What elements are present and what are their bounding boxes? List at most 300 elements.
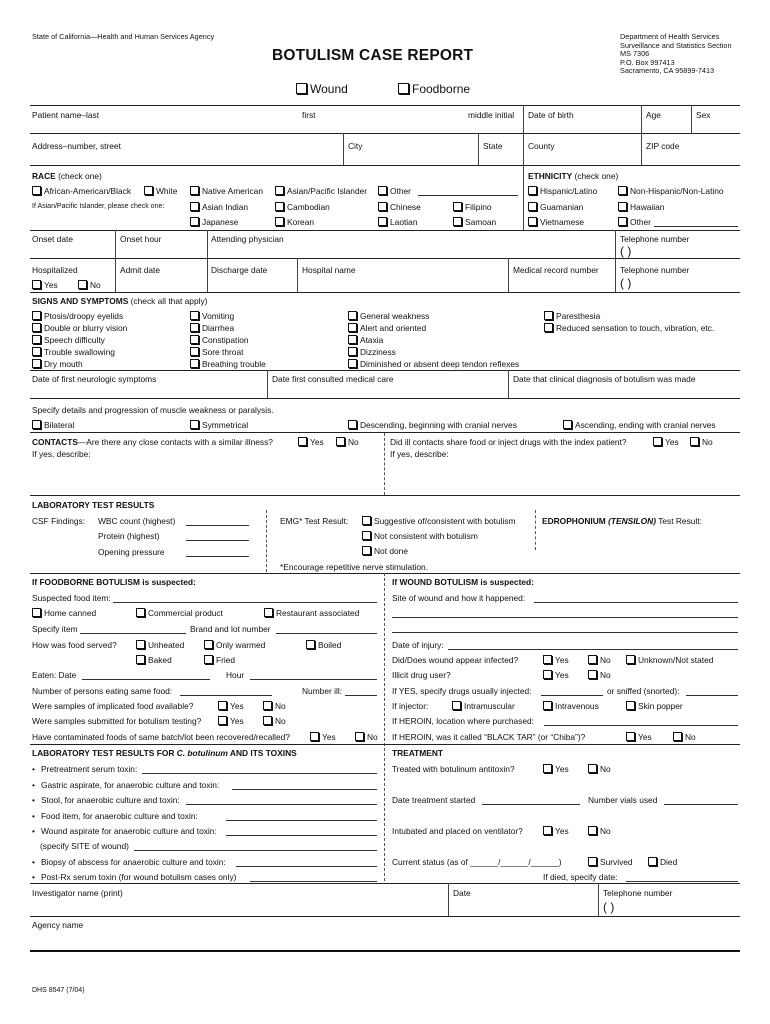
shared-yes[interactable] [653, 437, 679, 447]
age-field[interactable]: Age [646, 110, 661, 120]
checkbox[interactable] [348, 359, 357, 368]
case-type-foodborne[interactable] [398, 82, 470, 96]
weakness-option[interactable] [32, 420, 74, 430]
option-label: Dizziness [360, 347, 396, 357]
checkbox[interactable] [588, 826, 597, 835]
status-survived[interactable] [588, 857, 633, 867]
checkbox[interactable] [690, 437, 699, 446]
injector-option[interactable] [626, 701, 683, 711]
checkbox[interactable] [32, 280, 41, 289]
checkbox[interactable] [190, 217, 199, 226]
infected-unknown[interactable] [626, 655, 713, 665]
checkbox[interactable] [453, 202, 462, 211]
checkbox[interactable] [626, 701, 635, 710]
fill-line[interactable] [418, 195, 518, 196]
edro-label: EDROPHONIUM [542, 516, 606, 526]
race-option[interactable] [144, 186, 177, 196]
option-label: No [367, 732, 378, 742]
symptom-option[interactable] [348, 311, 429, 321]
api-option[interactable] [378, 202, 421, 212]
first-neuro-symptoms-field[interactable]: Date of first neurologic symptoms [32, 374, 157, 384]
option-label: Diminished or absent deep tendon reflexes [360, 359, 520, 369]
divider [207, 258, 208, 292]
injury-date-field[interactable] [448, 649, 738, 650]
patient-last-name-field[interactable]: Patient name–last [32, 110, 100, 120]
checkbox[interactable] [190, 202, 199, 211]
checkbox[interactable] [618, 186, 627, 195]
shared-describe-field[interactable]: If yes, describe: [390, 449, 449, 459]
lab-heading: LABORATORY TEST RESULTS [32, 500, 155, 510]
checkbox[interactable] [136, 640, 145, 649]
option-label: Dry mouth [44, 359, 83, 369]
checkbox[interactable] [32, 347, 41, 356]
checkbox[interactable] [190, 311, 199, 320]
served-option[interactable] [136, 655, 172, 665]
api-option[interactable] [190, 202, 248, 212]
ethnicity-label: ETHNICITY [528, 171, 573, 181]
checkbox[interactable] [218, 716, 227, 725]
first-medical-care-field[interactable]: Date first consulted medical care [272, 374, 394, 384]
ethnicity-option[interactable] [618, 217, 651, 227]
option-label: Chinese [390, 202, 421, 212]
toxin-test-field[interactable] [226, 835, 377, 836]
black-tar-yes[interactable] [626, 732, 652, 742]
hospital-telephone-field[interactable]: ( ) [620, 276, 632, 290]
symptom-option[interactable] [348, 347, 396, 357]
infected-no[interactable] [588, 655, 611, 665]
wound-site-field-3[interactable] [392, 632, 738, 633]
toxin-test-field[interactable] [250, 881, 377, 882]
ethnicity-option[interactable] [528, 186, 597, 196]
checkbox[interactable] [306, 640, 315, 649]
option-label: No [275, 701, 286, 711]
intubated-no[interactable] [588, 826, 611, 836]
status-died[interactable] [648, 857, 677, 867]
race-option[interactable] [32, 186, 131, 196]
option-label: Skin popper [638, 701, 683, 711]
date-of-birth-field[interactable]: Date of birth [528, 110, 574, 120]
checkbox[interactable] [32, 335, 41, 344]
suspected-food-field[interactable] [113, 602, 377, 603]
option-label: Unheated [148, 640, 185, 650]
option-label: Vietnamese [540, 217, 585, 227]
ethnicity-option[interactable] [528, 217, 584, 227]
checkbox[interactable] [310, 732, 319, 741]
checkbox[interactable] [136, 655, 145, 664]
zip-field[interactable]: ZIP code [646, 141, 680, 151]
injector-label: If injector: [392, 701, 429, 711]
protein-label: Protein (highest) [98, 531, 160, 541]
symptom-option[interactable] [190, 335, 249, 345]
contacts-no[interactable] [336, 437, 359, 447]
divider [691, 105, 692, 133]
attending-physician-field[interactable]: Attending physician [211, 234, 284, 244]
checkbox[interactable] [190, 420, 199, 429]
black-tar-label: If HEROIN, was it called “BLACK TAR” (or “Chiba”)? [392, 732, 586, 742]
checkbox[interactable] [626, 732, 635, 741]
dept-line: Department of Health Services [620, 32, 720, 41]
intubated-label: Intubated and placed on ventilator? [392, 826, 523, 836]
weakness-option[interactable] [348, 420, 517, 430]
wound-heading: If WOUND BOTULISM is suspected: [392, 577, 534, 587]
divider [508, 370, 509, 398]
dept-line: P.O. Box 997413 [620, 57, 675, 67]
samples-no[interactable] [263, 701, 286, 711]
checkbox[interactable] [218, 701, 227, 710]
toxin-test-field[interactable] [236, 866, 377, 867]
shared-food-question: Did ill contacts share food or inject drugs with the index patient? [390, 437, 627, 447]
symptom-option[interactable] [32, 323, 127, 333]
symptom-option[interactable] [190, 323, 234, 333]
checkbox[interactable] [348, 311, 357, 320]
checkbox[interactable] [648, 857, 657, 866]
checkbox[interactable] [543, 764, 552, 773]
food-source-option[interactable] [136, 608, 223, 618]
checkbox[interactable] [398, 83, 409, 94]
checkbox[interactable] [588, 764, 597, 773]
checkbox[interactable] [190, 323, 199, 332]
option-label: Yes [322, 732, 336, 742]
checkbox[interactable] [32, 359, 41, 368]
number-ill-label: Number ill: [302, 686, 343, 696]
ethnicity-heading [528, 171, 618, 181]
option-label: Hawaiian [630, 202, 665, 212]
checkbox[interactable] [348, 323, 357, 332]
checkbox[interactable] [190, 347, 199, 356]
submitted-no[interactable] [263, 716, 286, 726]
submitted-yes[interactable] [218, 716, 244, 726]
investigator-date-field[interactable]: Date [453, 888, 471, 898]
checkbox[interactable] [32, 420, 41, 429]
served-option[interactable] [306, 640, 341, 650]
hospitalized-yes[interactable] [32, 280, 58, 290]
died-date-field[interactable] [626, 881, 738, 882]
checkbox[interactable] [378, 202, 387, 211]
checkbox[interactable] [136, 608, 145, 617]
contaminated-no[interactable] [355, 732, 378, 742]
checkbox[interactable] [263, 701, 272, 710]
option-label: Laotian [390, 217, 418, 227]
checkbox[interactable] [348, 335, 357, 344]
toxin-test-label: • Gastric aspirate, for anaerobic culture and toxin: [32, 780, 219, 790]
checkbox[interactable] [618, 202, 627, 211]
emg-note: *Encourage repetitive nerve stimulation. [280, 562, 429, 572]
symptom-option[interactable] [348, 335, 383, 345]
checkbox[interactable] [190, 359, 199, 368]
address-field[interactable]: Address–number, street [32, 141, 121, 151]
rule [30, 165, 740, 166]
infected-yes[interactable] [543, 655, 569, 665]
served-option[interactable] [204, 640, 265, 650]
rule [30, 916, 740, 917]
symptom-option[interactable] [32, 347, 115, 357]
discharge-date-field[interactable]: Discharge date [211, 265, 268, 275]
brand-lot-label: Brand and lot number [190, 624, 271, 634]
food-source-option[interactable] [264, 608, 359, 618]
checkbox[interactable] [543, 701, 552, 710]
contacts-yes[interactable] [298, 437, 324, 447]
checkbox[interactable] [348, 420, 357, 429]
injector-option[interactable] [452, 701, 515, 711]
checkbox[interactable] [543, 655, 552, 664]
checkbox[interactable] [296, 83, 307, 94]
wound-site-specify-field[interactable] [134, 850, 377, 851]
option-label: Survived [600, 857, 633, 867]
rule [30, 230, 740, 231]
specify-item-field[interactable] [80, 633, 186, 634]
shared-no[interactable] [690, 437, 713, 447]
contaminated-yes[interactable] [310, 732, 336, 742]
option-label: Yes [555, 826, 569, 836]
illicit-yes[interactable] [543, 670, 569, 680]
checkbox[interactable] [543, 826, 552, 835]
checkbox[interactable] [362, 546, 371, 555]
toxin-test-field[interactable] [226, 820, 377, 821]
option-label: Asian/Pacific Islander [287, 186, 368, 196]
symptom-option[interactable] [544, 323, 714, 333]
clinical-diagnosis-date-field[interactable]: Date that clinical diagnosis of botulism was made [513, 374, 696, 384]
toxin-test-field[interactable] [142, 773, 377, 774]
checkbox[interactable] [190, 186, 199, 195]
option-label: Unknown/Not stated [638, 655, 714, 665]
option-label: Yes [44, 280, 58, 290]
vials-field[interactable] [664, 804, 738, 805]
option-label: Sore throat [202, 347, 244, 357]
symptom-option[interactable] [348, 323, 426, 333]
admit-date-field[interactable]: Admit date [120, 265, 161, 275]
fill-line[interactable] [654, 226, 738, 227]
checkbox[interactable] [528, 202, 537, 211]
sex-field[interactable]: Sex [696, 110, 711, 120]
checkbox[interactable] [275, 202, 284, 211]
wound-site-label: Site of wound and how it happened: [392, 593, 526, 603]
treatment-heading: TREATMENT [392, 748, 444, 758]
option-label: No [600, 764, 611, 774]
checkbox[interactable] [204, 640, 213, 649]
checkbox[interactable] [543, 670, 552, 679]
emg-option[interactable] [362, 546, 408, 556]
ethnicity-option[interactable] [528, 202, 583, 212]
api-option[interactable] [275, 217, 314, 227]
symptom-option[interactable] [32, 311, 123, 321]
intubated-yes[interactable] [543, 826, 569, 836]
checkbox[interactable] [32, 608, 41, 617]
illicit-no[interactable] [588, 670, 611, 680]
divider [523, 105, 524, 133]
checkbox[interactable] [588, 670, 597, 679]
option-label: Restaurant associated [276, 608, 360, 618]
county-field[interactable]: County [528, 141, 555, 151]
option-label: Fried [216, 655, 236, 665]
checkbox[interactable] [263, 716, 272, 725]
api-option[interactable] [378, 217, 417, 227]
symptom-option[interactable] [544, 311, 600, 321]
option-label: White [156, 186, 178, 196]
ethnicity-option[interactable] [618, 186, 724, 196]
api-option[interactable] [275, 202, 330, 212]
checkbox[interactable] [528, 217, 537, 226]
race-option[interactable] [378, 186, 411, 196]
city-field[interactable]: City [348, 141, 363, 151]
api-option[interactable] [453, 202, 492, 212]
onset-hour-field[interactable]: Onset hour [120, 234, 162, 244]
toxin-test-field[interactable] [232, 789, 377, 790]
symptom-option[interactable] [190, 311, 234, 321]
symptom-option[interactable] [190, 347, 243, 357]
checkbox[interactable] [378, 217, 387, 226]
option-label: Yes [555, 655, 569, 665]
hospital-name-field[interactable]: Hospital name [302, 265, 356, 275]
patient-middle-initial-field[interactable]: middle initial [468, 110, 515, 120]
divider [266, 510, 267, 572]
symptom-option[interactable] [190, 359, 266, 369]
current-status-label[interactable]: Current status (as of ______/______/______) [392, 857, 562, 867]
checkbox[interactable] [453, 217, 462, 226]
symptom-option[interactable] [348, 359, 519, 369]
option-label: Ataxia [360, 335, 384, 345]
sniffed-field[interactable] [686, 695, 738, 696]
ethnicity-check-one: (check one) [574, 171, 619, 181]
agency-name-field[interactable]: Agency name [32, 920, 84, 930]
suspected-food-label: Suspected food item: [32, 593, 111, 603]
served-option[interactable] [204, 655, 235, 665]
hospital-telephone-label: Telephone number [620, 265, 690, 275]
checkbox[interactable] [544, 323, 553, 332]
black-tar-no[interactable] [673, 732, 696, 742]
onset-date-field[interactable]: Onset date [32, 234, 73, 244]
option-label: Diarrhea [202, 323, 235, 333]
checkbox[interactable] [528, 186, 537, 195]
served-option[interactable] [136, 640, 184, 650]
checkbox[interactable] [626, 655, 635, 664]
option-label: Korean [287, 217, 315, 227]
edrophonium-result[interactable] [542, 516, 702, 526]
option-label: Symmetrical [202, 420, 249, 430]
option-label: No [600, 670, 611, 680]
race-option[interactable] [275, 186, 367, 196]
checkbox[interactable] [78, 280, 87, 289]
checkbox[interactable] [452, 701, 461, 710]
brand-lot-field[interactable] [276, 633, 377, 634]
checkbox[interactable] [355, 732, 364, 741]
option-label: No [600, 655, 611, 665]
weakness-option[interactable] [563, 420, 716, 430]
number-ill-field[interactable] [345, 695, 377, 696]
case-type-wound[interactable] [296, 82, 348, 96]
option-label: Cambodian [287, 202, 330, 212]
toxin-test-label: • Stool, for anaerobic culture and toxin: [32, 795, 180, 805]
investigator-name-field[interactable]: Investigator name (print) [32, 888, 123, 898]
toxin-test-label: • Wound aspirate for anaerobic culture and toxin: [32, 826, 217, 836]
checkbox[interactable] [32, 186, 41, 195]
checkbox[interactable] [362, 531, 371, 540]
wbc-field[interactable] [186, 525, 249, 526]
symptom-option[interactable] [32, 359, 83, 369]
rule [30, 398, 740, 399]
eaten-hour-field[interactable] [250, 679, 377, 680]
checkbox[interactable] [32, 311, 41, 320]
divider [615, 230, 616, 258]
medical-record-number-field[interactable]: Medical record number [513, 265, 599, 275]
checkbox[interactable] [362, 516, 371, 525]
vials-label: Number vials used [588, 795, 658, 805]
symptom-option[interactable] [32, 335, 105, 345]
samples-yes[interactable] [218, 701, 244, 711]
treatment-started-field[interactable] [482, 804, 580, 805]
api-option[interactable] [190, 217, 238, 227]
checkbox[interactable] [588, 655, 597, 664]
checkbox[interactable] [563, 420, 572, 429]
injector-option[interactable] [543, 701, 599, 711]
contaminated-label: Have contaminated foods of same batch/lot been recovered/recalled? [32, 732, 290, 742]
race-option[interactable] [190, 186, 263, 196]
persons-field[interactable] [180, 695, 272, 696]
api-option[interactable] [453, 217, 496, 227]
checkbox[interactable] [275, 217, 284, 226]
drugs-field[interactable] [541, 695, 603, 696]
checkbox[interactable] [204, 655, 213, 664]
checkbox[interactable] [336, 437, 345, 446]
heroin-location-field[interactable] [544, 725, 738, 726]
checkbox[interactable] [588, 857, 597, 866]
pressure-field[interactable] [186, 556, 249, 557]
option-label: Guamanian [540, 202, 584, 212]
emg-option[interactable] [362, 531, 478, 541]
checkbox[interactable] [653, 437, 662, 446]
contacts-describe-field[interactable]: If yes, describe: [32, 449, 91, 459]
divider [641, 105, 642, 133]
state-field[interactable]: State [483, 141, 503, 151]
divider [448, 883, 449, 916]
protein-field[interactable] [186, 540, 249, 541]
wound-site-field-2[interactable] [392, 617, 738, 618]
emg-option[interactable] [362, 516, 516, 526]
rule [30, 883, 740, 884]
option-label: Home canned [44, 608, 97, 618]
investigator-telephone-field[interactable]: ( ) [603, 900, 615, 914]
checkbox[interactable] [32, 323, 41, 332]
option-label: African-American/Black [44, 186, 132, 196]
food-source-option[interactable] [32, 608, 96, 618]
physician-telephone-field[interactable]: ( ) [620, 244, 632, 258]
eaten-date-field[interactable] [82, 679, 210, 680]
checkbox[interactable] [264, 608, 273, 617]
option-label: Died [660, 857, 678, 867]
ethnicity-option[interactable] [618, 202, 664, 212]
divider [523, 133, 524, 165]
antitoxin-yes[interactable] [543, 764, 569, 774]
patient-first-name-field[interactable]: first [302, 110, 316, 120]
checkbox[interactable] [298, 437, 307, 446]
option-label: Baked [148, 655, 172, 665]
antitoxin-no[interactable] [588, 764, 611, 774]
checkbox[interactable] [275, 186, 284, 195]
toxin-test-field[interactable] [186, 804, 377, 805]
checkbox[interactable] [144, 186, 153, 195]
emg-label: EMG* Test Result: [280, 516, 349, 526]
checkbox[interactable] [618, 217, 627, 226]
cbot-label-a: LABORATORY TEST RESULTS FOR [32, 748, 177, 758]
checkbox[interactable] [673, 732, 682, 741]
weakness-option[interactable] [190, 420, 248, 430]
checkbox[interactable] [544, 311, 553, 320]
checkbox[interactable] [190, 335, 199, 344]
checkbox[interactable] [348, 347, 357, 356]
option-label: Double or blurry vision [44, 323, 128, 333]
wound-site-field[interactable] [534, 602, 738, 603]
hospitalized-no[interactable] [78, 280, 101, 290]
checkbox[interactable] [378, 186, 387, 195]
